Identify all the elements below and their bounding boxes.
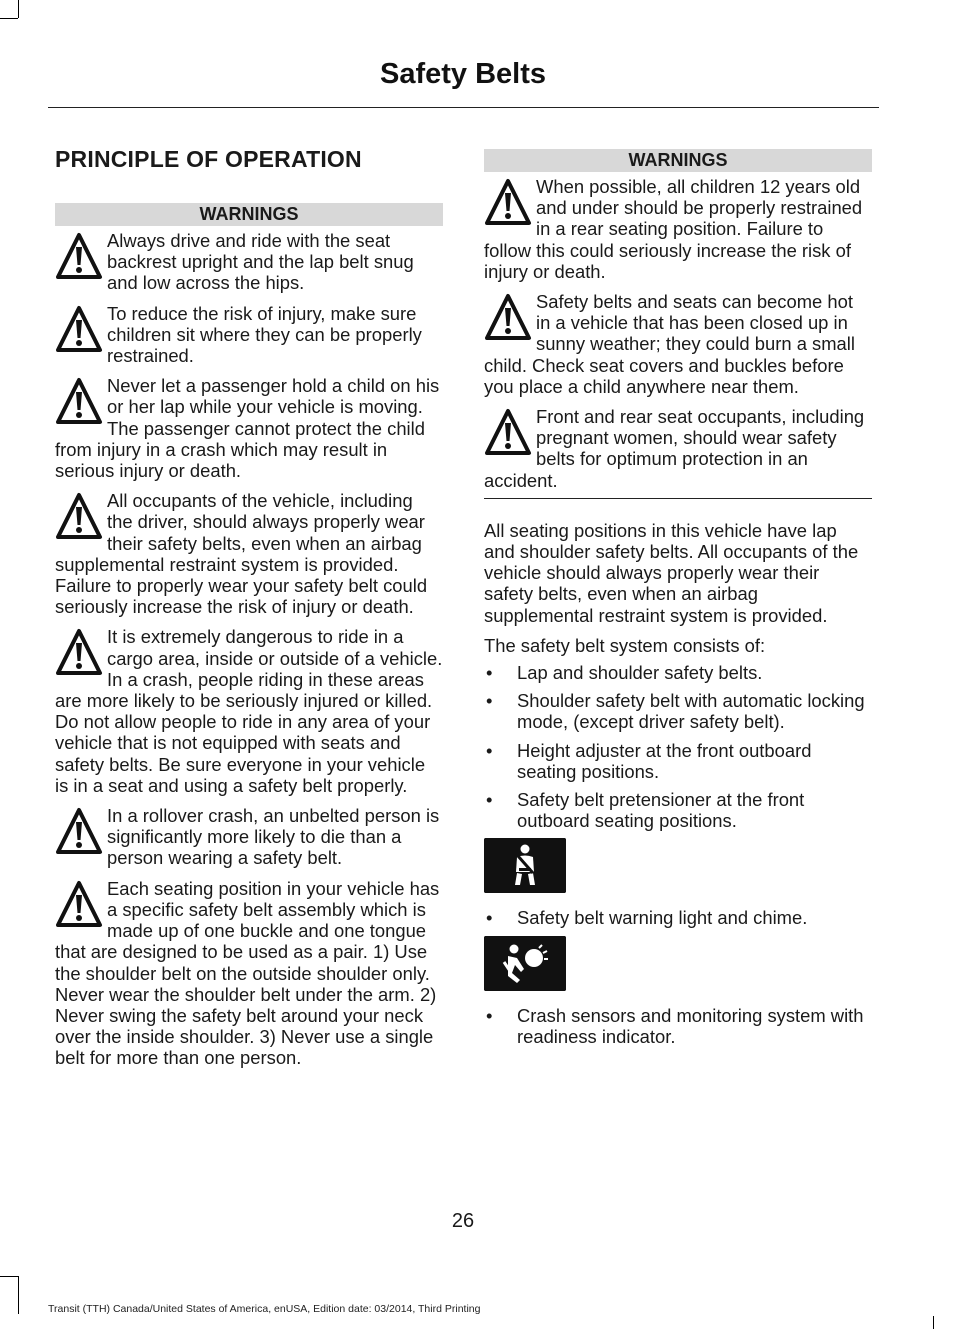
airbag-readiness-lamp-icon <box>484 936 566 991</box>
warning-text: Safety belts and seats can become hot in a vehicle that has been closed up in sunny weather; they could burn a small child. Check seat covers and buckles before you place a child anywhere near them. <box>484 291 855 397</box>
list-item-text: Safety belt pretensioner at the front outboard seating positions. <box>517 789 805 832</box>
warning-item <box>484 406 872 491</box>
list-item-text: Safety belt warning light and chime. <box>517 907 808 929</box>
crop-mark <box>0 1276 18 1277</box>
header-divider <box>48 107 879 108</box>
list-item-text: Height adjuster at the front outboard seating positions. <box>517 739 812 782</box>
right-column <box>484 149 872 1054</box>
warnings-header: WARNINGS <box>484 149 872 172</box>
footer-edition-info: Transit (TTH) Canada/United States of America, enUSA, Edition date: 03/2014, Third Printing <box>48 1303 481 1315</box>
bullet-list <box>484 1005 872 1047</box>
warning-triangle-icon <box>55 303 107 359</box>
page-number: 26 <box>451 1210 475 1232</box>
bullet-dot: • <box>486 907 493 929</box>
warning-triangle-icon <box>484 406 536 462</box>
list-item <box>484 907 872 928</box>
list-item <box>484 690 872 732</box>
intro-paragraph: All seating positions in this vehicle have lap and shoulder safety belts. All occupants of the vehicle should always properly wear their safety belts, even when an airbag supplemental restraint system is provided. <box>484 519 859 626</box>
warning-text: Each seating position in your vehicle has a specific safety belt assembly which is made up of one buckle and one tongue that are designed to be used as a pair. 1) Use the shoulder belt on the outside shoulder only. Never wear the shoulder belt under the arm. 2) Never swing the safety belt around your neck over the inside shoulder. 3) Never use a single belt for more than one person. <box>55 877 440 1069</box>
warning-triangle-icon <box>484 291 536 347</box>
warning-item <box>55 805 443 869</box>
bullet-list <box>484 662 872 831</box>
crop-mark <box>18 0 19 18</box>
warning-text: All occupants of the vehicle, including the driver, should always properly wear their safety belts, even when an airbag supplemental restraint system is provided. Failure to properly wear your safety belt could seriously increase the risk of injury or death. <box>55 490 428 618</box>
section-heading: PRINCIPLE OF OPERATION <box>55 146 362 172</box>
list-item-text: Lap and shoulder safety belts. <box>517 662 763 684</box>
warning-triangle-icon <box>55 878 107 934</box>
crop-mark <box>0 18 18 19</box>
warning-item <box>55 230 443 294</box>
bullet-list <box>484 907 872 928</box>
left-column <box>55 140 443 1069</box>
warning-triangle-icon <box>55 230 107 286</box>
warning-triangle-icon <box>55 805 107 861</box>
warning-text: To reduce the risk of injury, make sure children sit where they can be properly restrained. <box>107 302 422 367</box>
list-item-text: Crash sensors and monitoring system with readiness indicator. <box>517 1004 864 1047</box>
warning-text: When possible, all children 12 years old and under should be properly restrained in a rear seating position. Failure to follow this could seriously increase the risk of injury or death. <box>484 176 863 282</box>
list-item-text: Shoulder safety belt with automatic locking mode, (except driver safety belt). <box>517 690 865 733</box>
warning-text: Never let a passenger hold a child on his or her lap while your vehicle is moving. The passenger cannot protect the child from injury in a crash which may result in serious injury or death. <box>55 375 440 482</box>
bullet-dot: • <box>486 690 493 712</box>
warning-item <box>484 291 872 397</box>
crop-mark <box>933 1316 934 1329</box>
page-title: Safety Belts <box>379 58 546 90</box>
warning-item <box>55 375 443 481</box>
seatbelt-warning-lamp-icon <box>484 838 566 893</box>
warning-triangle-icon <box>55 490 107 546</box>
warning-triangle-icon <box>484 176 536 232</box>
warning-item <box>55 490 443 617</box>
warning-text: Always drive and ride with the seat backrest upright and the lap belt snug and low across the hips. <box>107 230 414 294</box>
bullet-dot: • <box>486 789 493 811</box>
warning-triangle-icon <box>55 375 107 431</box>
warning-text: Front and rear seat occupants, including pregnant women, should wear safety belts for optimum protection in an accident. <box>484 406 865 491</box>
list-item <box>484 740 872 782</box>
bullet-dot: • <box>486 662 493 684</box>
warning-item <box>484 176 872 282</box>
system-intro: The safety belt system consists of: <box>484 634 766 656</box>
bullet-dot: • <box>486 1004 493 1026</box>
warnings-header: WARNINGS <box>55 203 443 226</box>
crop-mark <box>18 1276 19 1314</box>
list-item <box>484 789 872 831</box>
warning-triangle-icon <box>55 626 107 682</box>
warning-item <box>55 303 443 367</box>
warning-text: In a rollover crash, an unbelted person is significantly more likely to die than a person wearing a safety belt. <box>107 805 440 869</box>
warnings-end-divider <box>484 498 872 499</box>
list-item <box>484 662 872 683</box>
warning-item <box>55 626 443 796</box>
bullet-dot: • <box>486 739 493 761</box>
list-item <box>484 1005 872 1047</box>
warning-text: It is extremely dangerous to ride in a cargo area, inside or outside of a vehicle. In a crash, people riding in these areas are more likely to be seriously injured or killed. Do not allow people to ride in any area of your vehicle that is not equipped with seats and safety belts. Be sure everyone in your vehicle is in a seat and using a safety belt properly. <box>55 626 443 796</box>
warning-item <box>55 878 443 1069</box>
